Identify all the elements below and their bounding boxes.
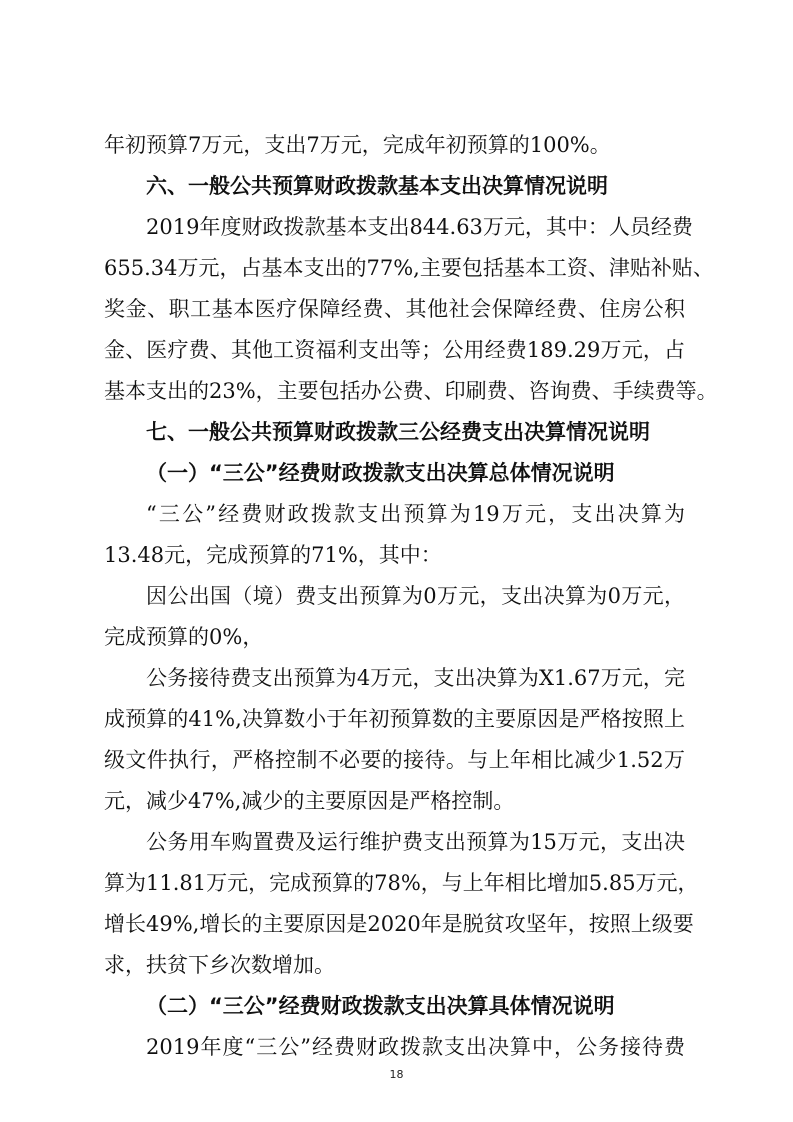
paragraph-line: 金、医疗费、其他工资福利支出等；公用经费189.29万元，占 xyxy=(104,338,685,362)
paragraph-line: 655.34万元，占基本支出的77%,主要包括基本工资、津贴补贴、 xyxy=(104,256,714,280)
paragraph-line: 基本支出的23%，主要包括办公费、印刷费、咨询费、手续费等。 xyxy=(104,379,718,403)
paragraph-line: 算为11.81万元，完成预算的78%，与上年相比增加5.85万元， xyxy=(104,871,699,895)
paragraph-line: 成预算的41%,决算数小于年初预算数的主要原因是严格按照上 xyxy=(104,707,685,731)
paragraph-line: 因公出国（境）费支出预算为0万元，支出决算为0万元， xyxy=(146,584,685,608)
paragraph-line: 奖金、职工基本医疗保障经费、其他社会保障经费、住房公积 xyxy=(104,297,685,321)
paragraph-line: 2019年度“三公”经费财政拨款支出决算中，公务接待费 xyxy=(146,1035,685,1059)
paragraph-line: 年初预算7万元，支出7万元，完成年初预算的100%。 xyxy=(104,133,611,157)
paragraph-line: 公务接待费支出预算为4万元，支出决算为X1.67万元，完 xyxy=(146,666,685,690)
subsection-heading-1: （一）“三公”经费财政拨款支出决算总体情况说明 xyxy=(146,461,615,485)
paragraph-line: 增长49%,增长的主要原因是2020年是脱贫攻坚年，按照上级要 xyxy=(104,912,694,936)
paragraph-line: 级文件执行，严格控制不必要的接待。与上年相比减少1.52万 xyxy=(104,748,685,772)
section-heading-6: 六、一般公共预算财政拨款基本支出决算情况说明 xyxy=(146,174,608,198)
subsection-heading-2: （二）“三公”经费财政拨款支出决算具体情况说明 xyxy=(146,994,615,1018)
paragraph-line: 元，减少47%,减少的主要原因是严格控制。 xyxy=(104,789,515,813)
paragraph-line: 求，扶贫下乡次数增加。 xyxy=(104,953,335,977)
section-heading-7: 七、一般公共预算财政拨款三公经费支出决算情况说明 xyxy=(146,420,650,444)
paragraph-line: 2019年度财政拨款基本支出844.63万元，其中：人员经费 xyxy=(146,215,693,239)
paragraph-line: 13.48元，完成预算的71%，其中： xyxy=(104,543,442,567)
paragraph-line: 公务用车购置费及运行维护费支出预算为15万元，支出决 xyxy=(146,830,685,854)
page-number: 18 xyxy=(389,1068,404,1081)
paragraph-line: 完成预算的0%， xyxy=(104,625,264,649)
paragraph-line: “三公”经费财政拨款支出预算为19万元，支出决算为 xyxy=(146,502,685,526)
